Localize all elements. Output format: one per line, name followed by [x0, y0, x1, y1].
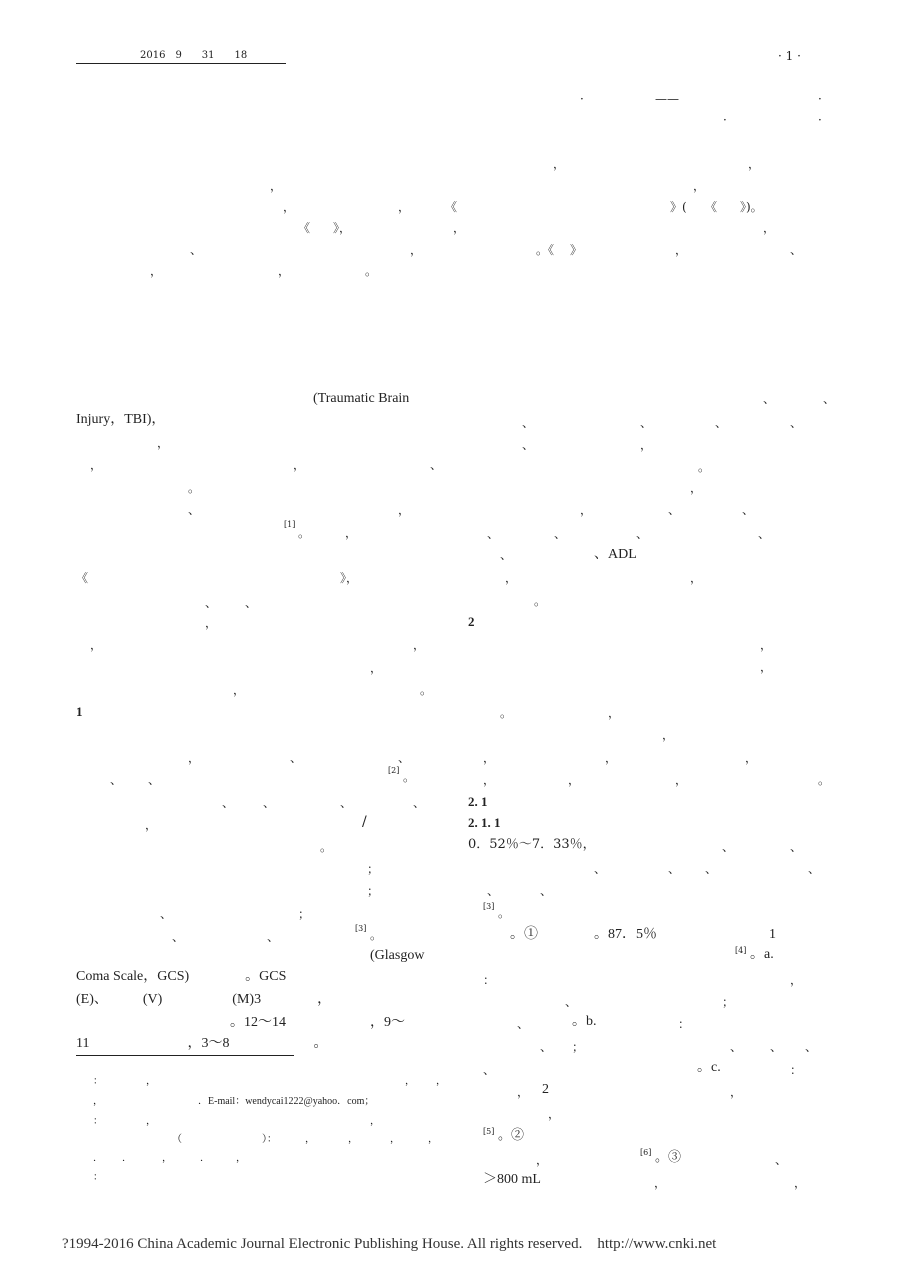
footnote-punct: ． — [200, 1153, 210, 1164]
punct: 。 — [698, 460, 711, 474]
footnote-punct: ， — [405, 1076, 415, 1087]
punct: ； — [722, 995, 735, 1009]
punct: 、 — [398, 751, 411, 765]
gcs-components: (E)、 (V) (M)3 ， — [76, 992, 332, 1007]
punct: ， — [483, 773, 496, 787]
punct: 、 — [808, 862, 821, 876]
footnote-punct: ， — [162, 1153, 172, 1164]
punct: 、 — [110, 773, 123, 787]
punct: ， — [483, 751, 496, 765]
punct: 、 — [565, 995, 578, 1009]
footnote-punct: ， — [146, 1116, 156, 1127]
punct: 、 — [823, 392, 836, 406]
punct: ， — [553, 157, 566, 171]
punct: ， — [693, 179, 706, 193]
footnote-rule — [76, 1055, 294, 1056]
page-number: · 1 · — [778, 49, 801, 63]
punct: ， — [398, 503, 411, 517]
punct: ， — [283, 200, 296, 214]
punct: 。 — [500, 706, 513, 720]
punct: ， — [568, 773, 581, 787]
punct: ： — [483, 973, 496, 987]
footnote-punct: ， — [370, 1116, 380, 1127]
punct: 、 — [522, 416, 535, 430]
enum-item-1: 。① 。87．5％ 1 — [510, 927, 776, 942]
citation: [3] — [355, 924, 367, 933]
punct: ， — [580, 503, 593, 517]
punct: 、 — [636, 527, 649, 541]
punct: ； — [367, 884, 380, 898]
punct: ， — [505, 571, 518, 585]
punct: 、 — [172, 930, 185, 944]
gcs-mild: 。12～14 ，9～ — [230, 1015, 405, 1030]
punct: ， — [690, 481, 703, 495]
punct: 。 — [298, 526, 311, 540]
citation: [2] — [388, 766, 400, 775]
punct: ， — [205, 616, 218, 630]
punct: ， — [157, 436, 170, 450]
tbi-term: (Traumatic Brain — [313, 391, 410, 406]
punct: ， — [278, 264, 291, 278]
count: 2 — [542, 1082, 549, 1097]
punct: ， — [90, 458, 103, 472]
punct: ， — [662, 728, 675, 742]
punct: 、 — [413, 796, 426, 810]
section-heading-2-1: 2. 1 — [468, 794, 488, 809]
footnote-punct: ： — [93, 1116, 103, 1127]
punct: ， — [345, 526, 358, 540]
footnote-punct: ： — [93, 1172, 103, 1183]
punct: 》( — [670, 200, 687, 214]
punct: ， — [453, 221, 466, 235]
punct: 、 — [540, 884, 553, 898]
punct: 、 — [540, 1040, 553, 1054]
gcs-severe: 11 ，3～8 。 — [76, 1036, 328, 1051]
punct: 》， — [333, 221, 352, 235]
section-heading-2-1-1: 2. 1. 1 — [468, 815, 501, 830]
punct: 、 — [487, 527, 500, 541]
punct: 。 — [188, 481, 201, 495]
punct: 、 — [790, 243, 803, 257]
punct: ， — [748, 157, 761, 171]
header-rule — [76, 63, 286, 64]
punct: ， — [675, 773, 688, 787]
adl-term: 、ADL — [594, 547, 637, 562]
enum-item-3: 。③ — [655, 1150, 682, 1165]
punct: 、 — [790, 840, 803, 854]
punct: 、 — [640, 416, 653, 430]
punct: 、 — [730, 1040, 743, 1054]
punct: 、 — [148, 773, 161, 787]
punct: 《 — [705, 200, 718, 214]
footnote-punct: ， — [305, 1134, 315, 1145]
list-marker-b: 。b. — [572, 1014, 597, 1029]
punct: 、 — [340, 796, 353, 810]
punct: ， — [763, 221, 776, 235]
punct: 、 — [487, 884, 500, 898]
punct: 》 — [570, 243, 583, 257]
punct: ， — [745, 751, 758, 765]
punct: 。 — [403, 770, 416, 784]
punct: 》)。 — [740, 200, 763, 214]
punct: ， — [730, 1085, 743, 1099]
gcs-term: (Glasgow — [370, 948, 425, 963]
punct: 、 — [245, 596, 258, 610]
punct: ， — [760, 660, 773, 674]
punct: 、 — [758, 527, 771, 541]
punct: 、 — [742, 503, 755, 517]
footnote-punct: ， — [390, 1134, 400, 1145]
punct: ， — [790, 973, 803, 987]
title-mark: · — [580, 92, 584, 106]
punct: 。 — [370, 928, 383, 942]
punct: 、 — [790, 416, 803, 430]
title-mark: · — [818, 92, 822, 106]
punct: ， — [536, 1153, 549, 1167]
punct: 。 — [420, 683, 433, 697]
punct: ， — [517, 1085, 530, 1099]
footnote-punct: ， — [236, 1153, 246, 1164]
punct: 《 — [298, 221, 311, 235]
copyright-footer: ?1994-2016 China Academic Journal Electronic Publishing House. All rights reserved. http://www.cnki.net — [62, 1236, 717, 1252]
citation: [3] — [483, 902, 495, 911]
punct: 。 — [320, 840, 333, 854]
punct: ， — [188, 751, 201, 765]
punct: ， — [410, 243, 423, 257]
punct: ， — [150, 264, 163, 278]
punct: 《 — [445, 200, 458, 214]
footnote-punct: ． — [93, 1153, 103, 1164]
punct: ， — [548, 1107, 561, 1121]
punct: 《 — [76, 571, 89, 585]
footnote-punct: ， — [146, 1076, 156, 1087]
punct: ， — [145, 818, 158, 832]
punct: ， — [605, 751, 618, 765]
punct: ， — [370, 661, 383, 675]
punct: 、 — [722, 840, 735, 854]
punct: 、 — [775, 1153, 788, 1167]
punct: 、 — [517, 1017, 530, 1031]
journal-issue: 2016 9 31 18 — [140, 50, 248, 61]
gcs-definition: Coma Scale，GCS) 。GCS — [76, 969, 287, 984]
footnote-punct: ． — [122, 1153, 132, 1164]
footnote-punct: ， — [348, 1134, 358, 1145]
punct: 。 — [498, 906, 511, 920]
punct: 、 — [500, 548, 513, 562]
punct: 、 — [594, 862, 607, 876]
punct: ， — [794, 1176, 807, 1190]
author-mark: · — [818, 113, 822, 127]
punct: ， — [654, 1176, 667, 1190]
section-heading-2: 2 — [468, 614, 475, 629]
volume-threshold: ＞800 mL — [483, 1172, 541, 1187]
footnote-punct: ）： — [262, 1134, 277, 1145]
punct: 、 — [430, 458, 443, 472]
title-dash: —— — [655, 92, 679, 106]
tbi-term-cont: Injury，TBI)， — [76, 412, 166, 427]
list-marker-a: 。a. — [750, 947, 774, 962]
punct: 、 — [190, 243, 203, 257]
citation: [4] — [735, 946, 747, 955]
footnote-punct: ， — [428, 1134, 438, 1145]
punct: ， — [760, 638, 773, 652]
footnote-punct: ， — [93, 1096, 103, 1107]
punct: 、 — [160, 907, 173, 921]
citation: [6] — [640, 1148, 652, 1157]
section-heading-1: 1 — [76, 704, 83, 719]
punct: 、 — [705, 862, 718, 876]
punct: ： — [678, 1017, 691, 1031]
list-marker-c: 。c. — [697, 1060, 721, 1075]
punct: ： — [790, 1063, 803, 1077]
punct: 、 — [205, 596, 218, 610]
citation: [1] — [284, 520, 296, 529]
punct: 。 — [534, 594, 547, 608]
punct: ， — [690, 571, 703, 585]
punct: 、 — [554, 527, 567, 541]
punct: 。《 — [536, 243, 555, 257]
author-email: ．E-mail：wendycai1222@yahoo．com； — [198, 1096, 375, 1107]
author-mark: · — [723, 113, 727, 127]
punct: ； — [367, 862, 380, 876]
punct: ， — [675, 243, 688, 257]
footnote-punct: （ — [172, 1134, 182, 1145]
punct: 》， — [340, 571, 359, 585]
punct: ， — [293, 458, 306, 472]
punct: ， — [413, 638, 426, 652]
punct: 。 — [818, 773, 831, 787]
punct: 、 — [668, 503, 681, 517]
punct: 、 — [770, 1040, 783, 1054]
punct: ， — [608, 706, 621, 720]
punct: ， — [398, 200, 411, 214]
punct: 、 — [222, 796, 235, 810]
punct: 、 — [483, 1063, 496, 1077]
punct: 、 — [290, 751, 303, 765]
punct: 、 — [805, 1040, 818, 1054]
punct: ； — [298, 907, 311, 921]
punct: 、 — [263, 796, 276, 810]
punct: 、 — [188, 503, 201, 517]
punct: 、 — [522, 438, 535, 452]
enum-item-2: 。② — [498, 1128, 525, 1143]
incidence-range: 0．52％～7．33％， — [468, 837, 596, 852]
punct: ； — [572, 1040, 585, 1054]
punct: 、 — [267, 930, 280, 944]
footnote-punct: ， — [436, 1076, 446, 1087]
footnote-punct: ： — [93, 1076, 103, 1087]
punct: ， — [270, 179, 283, 193]
punct: ， — [90, 638, 103, 652]
citation: [5] — [483, 1127, 495, 1136]
punct: 、 — [763, 392, 776, 406]
punct: ， — [640, 438, 653, 452]
slash: / — [362, 814, 367, 830]
punct: ， — [233, 683, 246, 697]
punct: 。 — [365, 264, 378, 278]
punct: 、 — [668, 862, 681, 876]
punct: 、 — [715, 416, 728, 430]
